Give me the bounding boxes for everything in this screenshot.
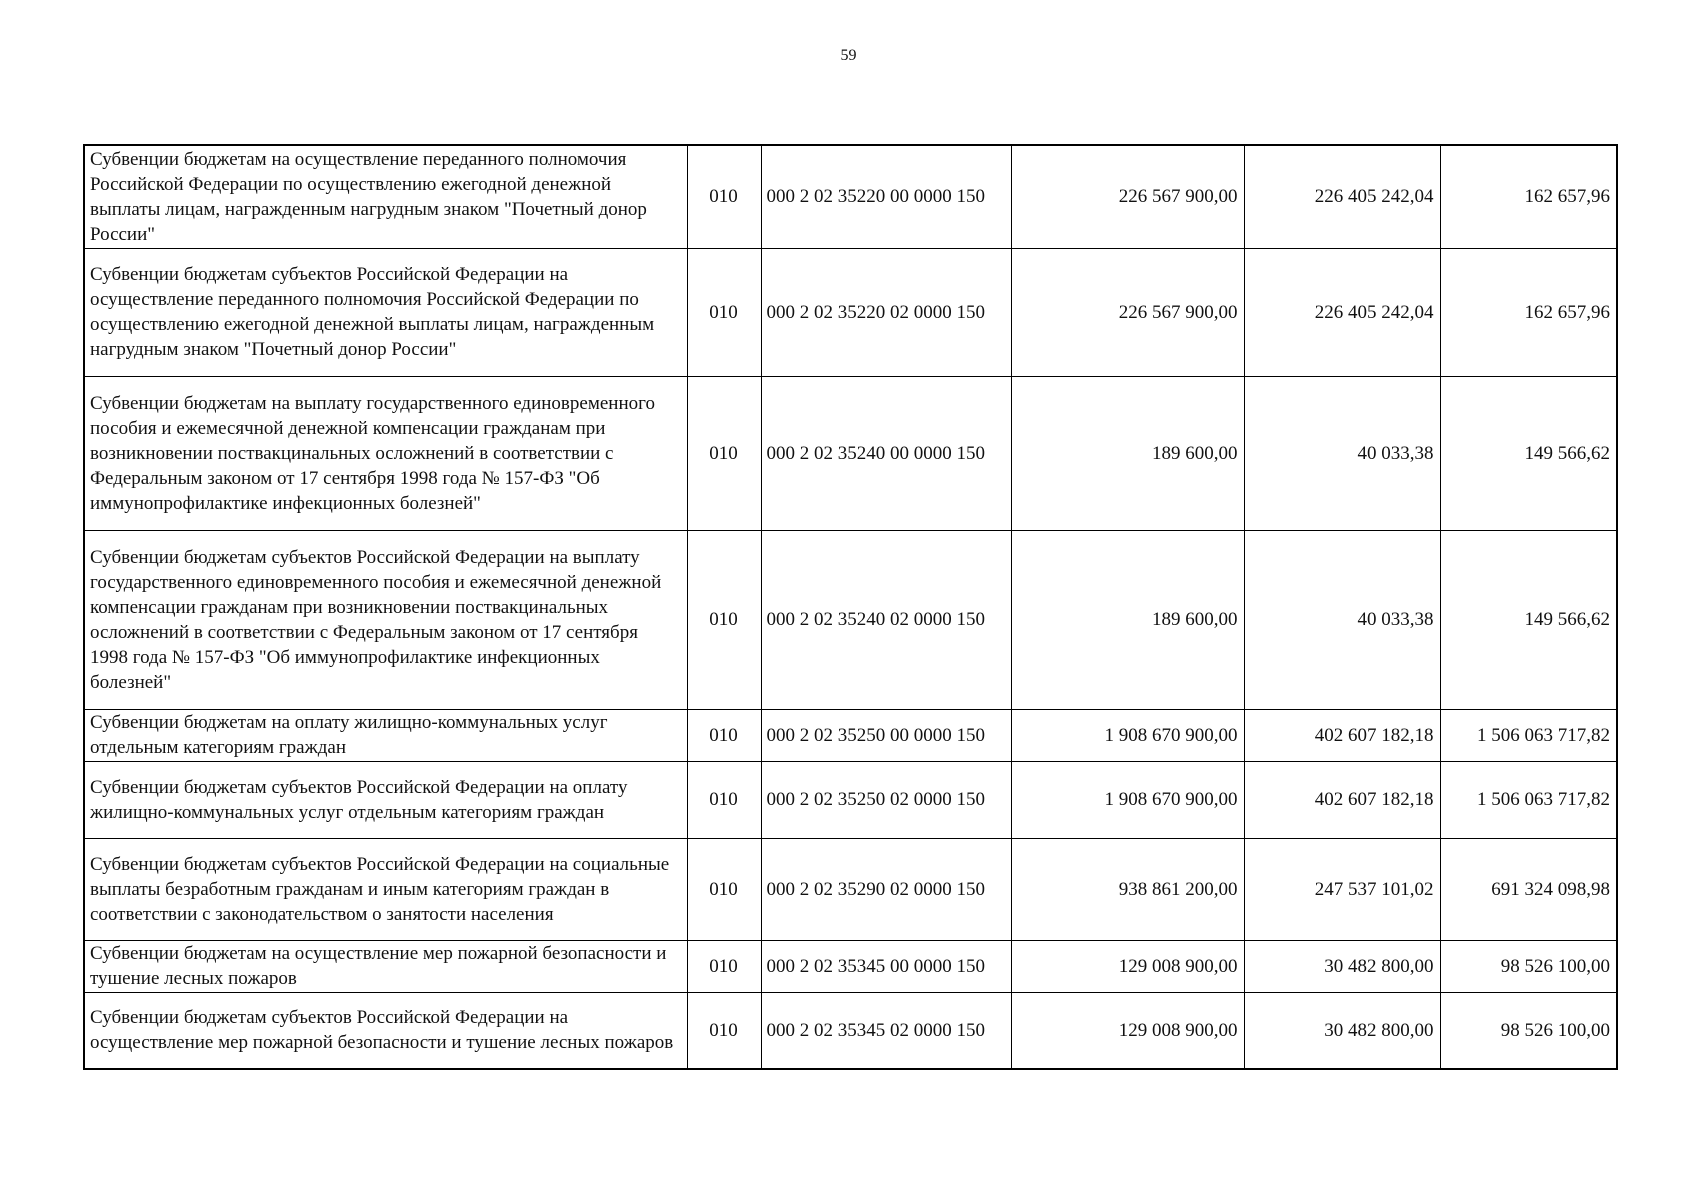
row-admin-code: 010 — [687, 761, 761, 838]
row-classification-code: 000 2 02 35220 02 0000 150 — [761, 248, 1011, 376]
row-unexecuted-amount: 1 506 063 717,82 — [1440, 709, 1617, 761]
row-classification-code: 000 2 02 35240 02 0000 150 — [761, 530, 1011, 709]
table-row — [84, 940, 1617, 992]
row-classification-code: 000 2 02 35290 02 0000 150 — [761, 838, 1011, 940]
table-row — [84, 248, 1617, 376]
row-approved-amount: 129 008 900,00 — [1011, 940, 1244, 992]
row-executed-amount: 402 607 182,18 — [1244, 709, 1440, 761]
row-approved-amount: 189 600,00 — [1011, 530, 1244, 709]
row-unexecuted-amount: 149 566,62 — [1440, 376, 1617, 530]
row-description: Субвенции бюджетам субъектов Российской Федерации на осуществление мер пожарной безопасности и тушение лесных пожаров — [84, 992, 687, 1069]
row-description: Субвенции бюджетам субъектов Российской Федерации на социальные выплаты безработным гражданам и иным категориям граждан в соответствии с законодательством о занятости населения — [84, 838, 687, 940]
row-description: Субвенции бюджетам субъектов Российской Федерации на оплату жилищно-коммунальных услуг отдельным категориям граждан — [84, 761, 687, 838]
row-description: Субвенции бюджетам на оплату жилищно-коммунальных услуг отдельным категориям граждан — [84, 709, 687, 761]
row-executed-amount: 226 405 242,04 — [1244, 248, 1440, 376]
row-unexecuted-amount: 98 526 100,00 — [1440, 940, 1617, 992]
row-unexecuted-amount: 162 657,96 — [1440, 145, 1617, 248]
row-admin-code: 010 — [687, 838, 761, 940]
row-admin-code: 010 — [687, 709, 761, 761]
row-executed-amount: 40 033,38 — [1244, 376, 1440, 530]
row-unexecuted-amount: 149 566,62 — [1440, 530, 1617, 709]
table-row — [84, 709, 1617, 761]
row-executed-amount: 40 033,38 — [1244, 530, 1440, 709]
row-executed-amount: 30 482 800,00 — [1244, 940, 1440, 992]
row-admin-code: 010 — [687, 376, 761, 530]
row-approved-amount: 129 008 900,00 — [1011, 992, 1244, 1069]
row-classification-code: 000 2 02 35345 02 0000 150 — [761, 992, 1011, 1069]
row-executed-amount: 30 482 800,00 — [1244, 992, 1440, 1069]
page-number: 59 — [840, 47, 857, 64]
row-unexecuted-amount: 162 657,96 — [1440, 248, 1617, 376]
table-row — [84, 530, 1617, 709]
row-admin-code: 010 — [687, 248, 761, 376]
row-admin-code: 010 — [687, 145, 761, 248]
row-unexecuted-amount: 1 506 063 717,82 — [1440, 761, 1617, 838]
row-admin-code: 010 — [687, 940, 761, 992]
row-description: Субвенции бюджетам на выплату государственного единовременного пособия и ежемесячной денежной компенсации гражданам при возникновении поствакцинальных осложнений в соответствии с Федеральным законом от 17 сентября 1998 года № 157-ФЗ "Об иммунопрофилактике инфекционных болезней" — [84, 376, 687, 530]
row-approved-amount: 1 908 670 900,00 — [1011, 761, 1244, 838]
row-classification-code: 000 2 02 35240 00 0000 150 — [761, 376, 1011, 530]
row-approved-amount: 1 908 670 900,00 — [1011, 709, 1244, 761]
table-row — [84, 838, 1617, 940]
row-unexecuted-amount: 691 324 098,98 — [1440, 838, 1617, 940]
row-description: Субвенции бюджетам субъектов Российской Федерации на осуществление переданного полномочия Российской Федерации по осуществлению ежегодной денежной выплаты лицам, награжденным нагрудным знаком "Почетный донор России" — [84, 248, 687, 376]
row-classification-code: 000 2 02 35250 00 0000 150 — [761, 709, 1011, 761]
row-approved-amount: 226 567 900,00 — [1011, 248, 1244, 376]
row-approved-amount: 938 861 200,00 — [1011, 838, 1244, 940]
row-description: Субвенции бюджетам на осуществление переданного полномочия Российской Федерации по осуществлению ежегодной денежной выплаты лицам, награжденным нагрудным знаком "Почетный донор России" — [84, 145, 687, 248]
table-row — [84, 145, 1617, 248]
row-classification-code: 000 2 02 35345 00 0000 150 — [761, 940, 1011, 992]
table-row — [84, 376, 1617, 530]
row-classification-code: 000 2 02 35220 00 0000 150 — [761, 145, 1011, 248]
row-executed-amount: 247 537 101,02 — [1244, 838, 1440, 940]
row-unexecuted-amount: 98 526 100,00 — [1440, 992, 1617, 1069]
table-row — [84, 761, 1617, 838]
row-description: Субвенции бюджетам субъектов Российской Федерации на выплату государственного единовременного пособия и ежемесячной денежной компенсации гражданам при возникновении поствакцинальных осложнений в соответствии с Федеральным законом от 17 сентября 1998 года № 157-ФЗ "Об иммунопрофилактике инфекционных болезней" — [84, 530, 687, 709]
row-admin-code: 010 — [687, 992, 761, 1069]
budget-table — [83, 144, 1618, 1070]
row-approved-amount: 189 600,00 — [1011, 376, 1244, 530]
table-row — [84, 992, 1617, 1069]
row-classification-code: 000 2 02 35250 02 0000 150 — [761, 761, 1011, 838]
row-admin-code: 010 — [687, 530, 761, 709]
row-executed-amount: 402 607 182,18 — [1244, 761, 1440, 838]
row-executed-amount: 226 405 242,04 — [1244, 145, 1440, 248]
row-approved-amount: 226 567 900,00 — [1011, 145, 1244, 248]
row-description: Субвенции бюджетам на осуществление мер пожарной безопасности и тушение лесных пожаров — [84, 940, 687, 992]
